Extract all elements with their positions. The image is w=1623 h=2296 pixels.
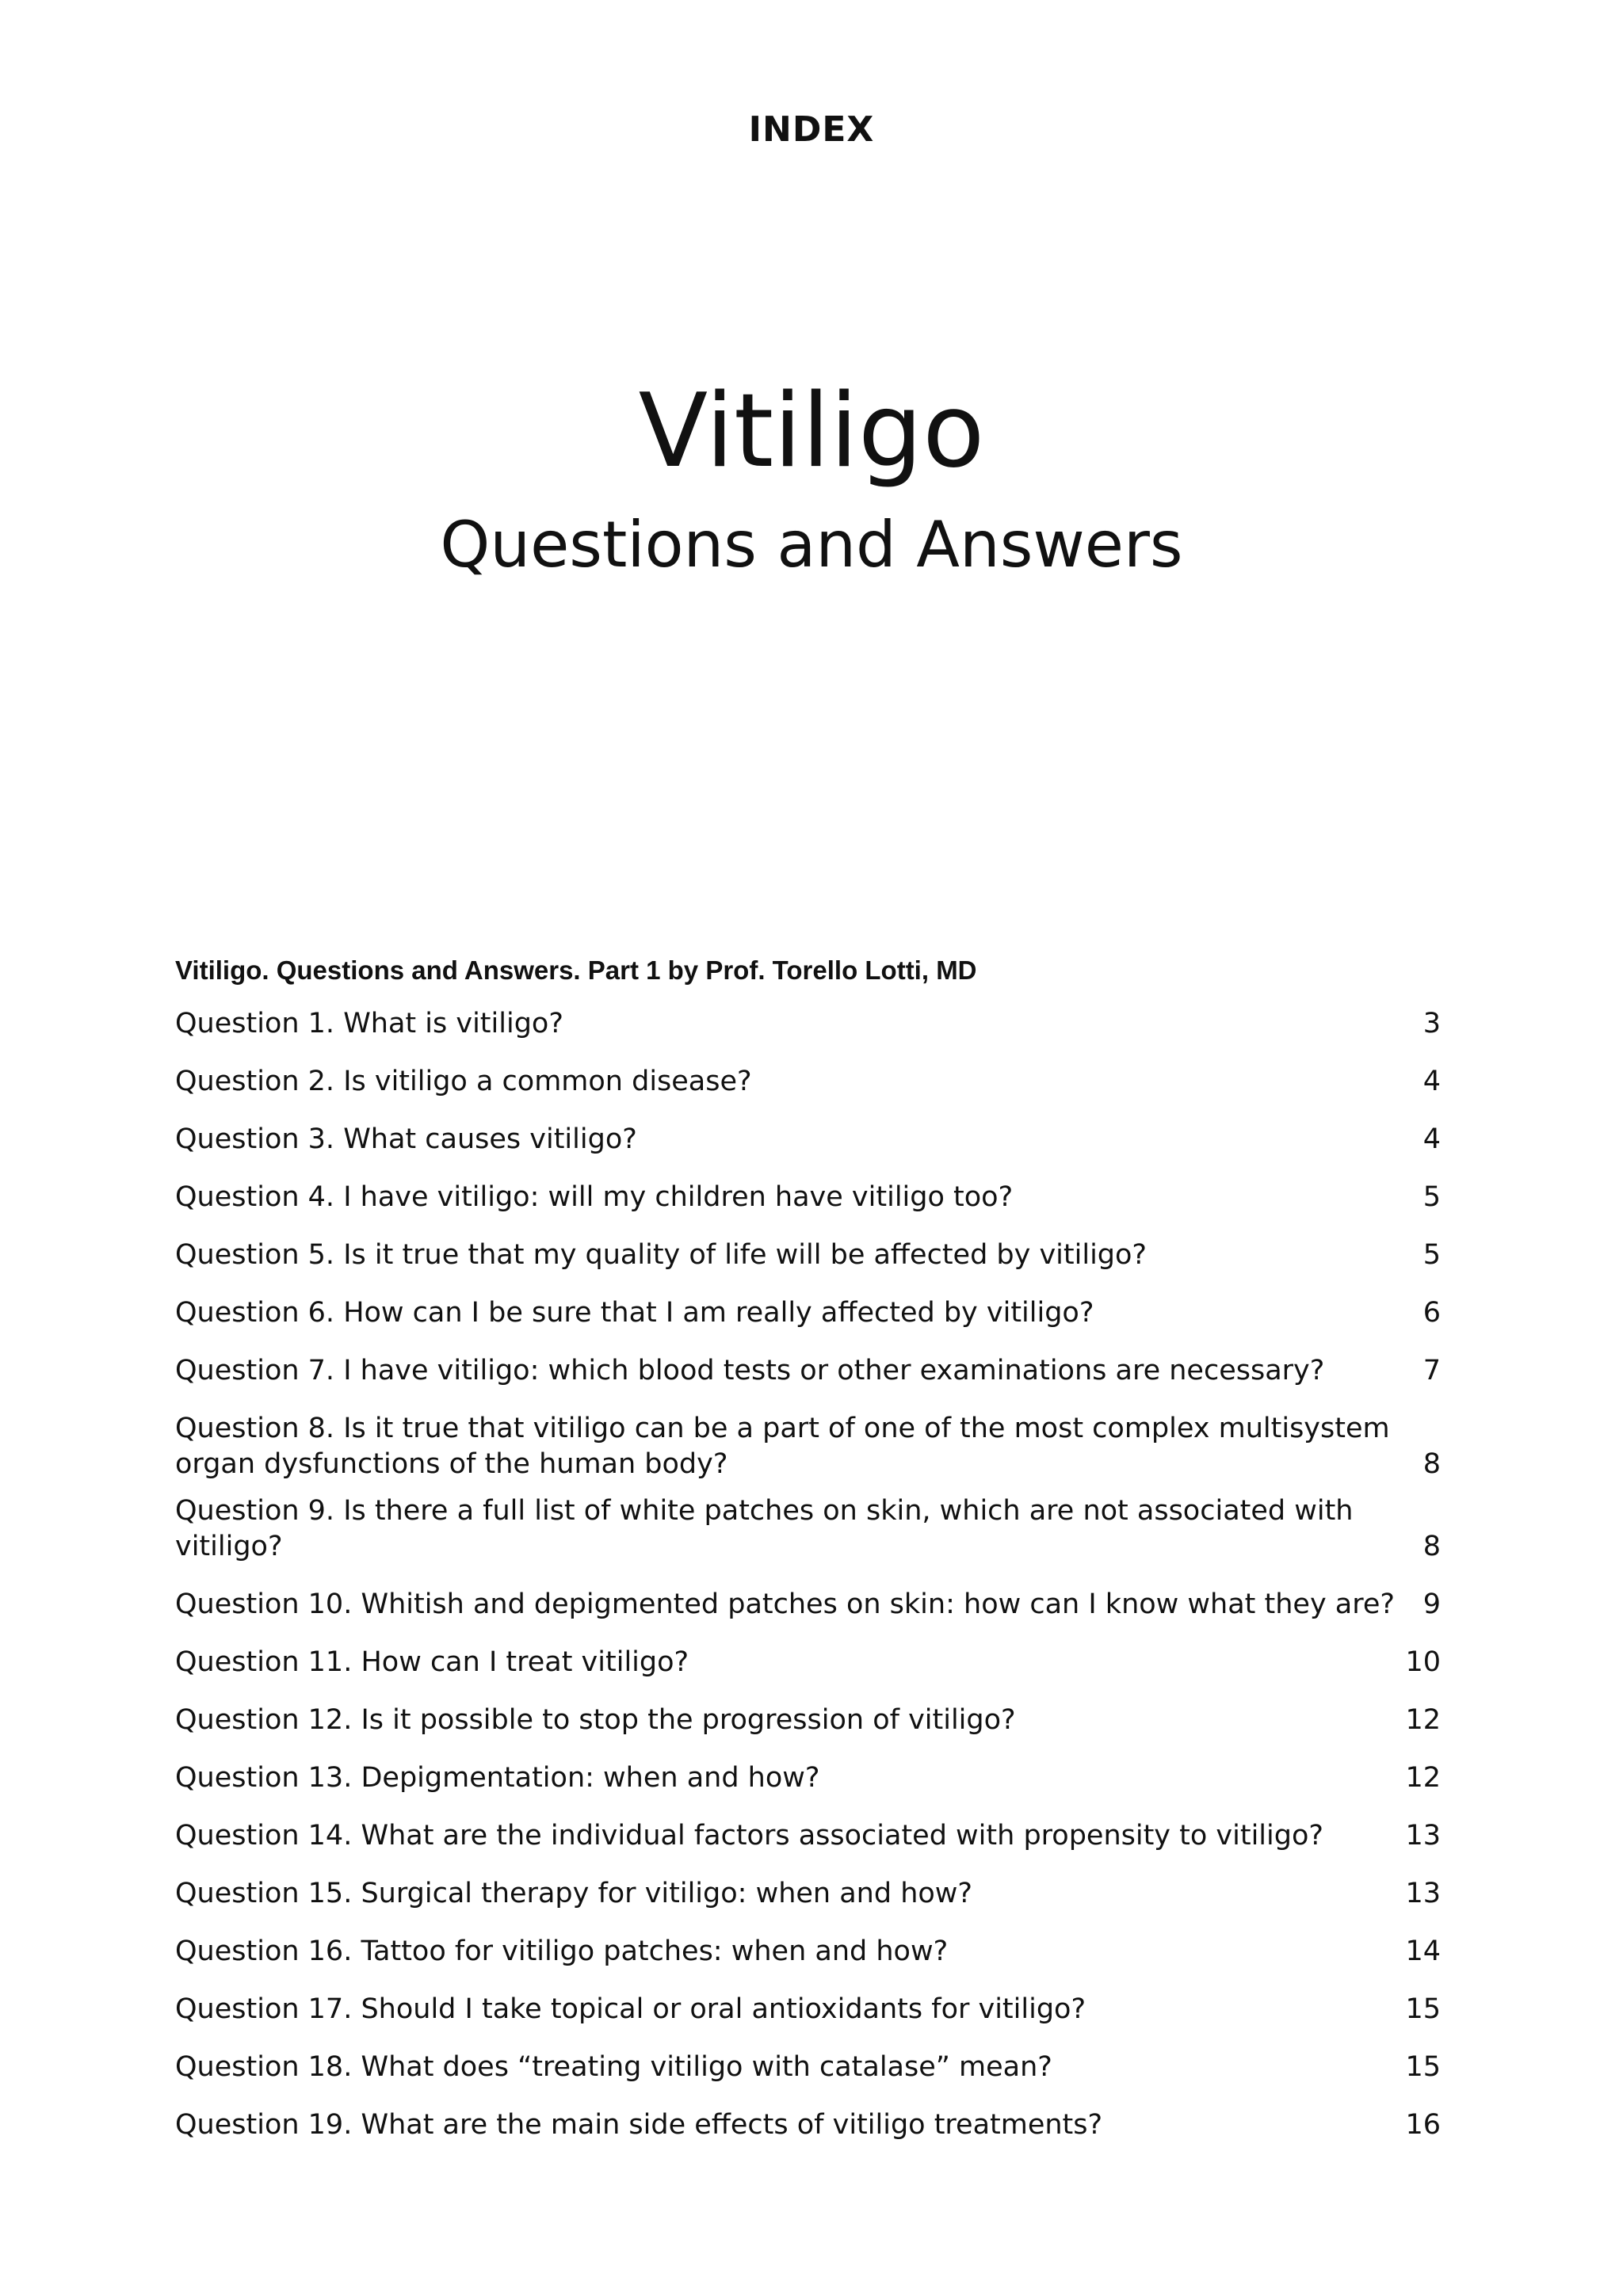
toc-entry-text: Question 5. Is it true that my quality of life will be affected by vitiligo? (175, 1239, 1148, 1271)
toc-entry-16[interactable] (175, 1923, 1441, 1981)
toc-entry-page: 4 (1423, 1066, 1441, 1097)
toc-entry-page: 12 (1405, 1704, 1441, 1736)
toc-entry-page: 10 (1405, 1646, 1441, 1678)
toc-entry-page: 8 (1423, 1448, 1441, 1480)
toc-entry-text: Question 1. What is vitiligo? (175, 1008, 563, 1039)
toc-entry-6[interactable] (175, 1284, 1441, 1342)
toc-entry-page: 9 (1423, 1589, 1441, 1620)
book-title: Vitiligo (638, 372, 985, 490)
toc-entry-2[interactable] (175, 1053, 1441, 1111)
toc-entry-text: Question 7. I have vitiligo: which blood tests or other examinations are necessary? (175, 1355, 1325, 1386)
toc-entry-9[interactable] (175, 1493, 1441, 1576)
toc-entry-text: Question 15. Surgical therapy for vitiligo: when and how? (175, 1878, 972, 1909)
toc-entry-text: Question 12. Is it possible to stop the progression of vitiligo? (175, 1704, 1016, 1736)
toc-entry-page: 4 (1423, 1123, 1441, 1155)
toc-entry-7[interactable] (175, 1342, 1441, 1400)
toc-entry-17[interactable] (175, 1981, 1441, 2039)
toc-entry-18[interactable] (175, 2039, 1441, 2096)
toc-entry-text: Question 18. What does “treating vitiligo with catalase” mean? (175, 2051, 1052, 2083)
toc-entry-page: 3 (1423, 1008, 1441, 1039)
toc-entry-text: Question 8. Is it true that vitiligo can be a part of one of the most complex multisystem organ dysfunctions of the human body? (175, 1413, 1390, 1480)
toc-entry-text: Question 13. Depigmentation: when and how? (175, 1762, 820, 1794)
toc-entry-text: Question 16. Tattoo for vitiligo patches: when and how? (175, 1936, 949, 1967)
toc-entry-5[interactable] (175, 1226, 1441, 1284)
table-of-contents (175, 951, 1441, 2154)
index-heading: INDEX (748, 109, 875, 150)
toc-entry-13[interactable] (175, 1749, 1441, 1807)
toc-entry-page: 5 (1423, 1181, 1441, 1213)
toc-entry-page: 16 (1405, 2109, 1441, 2141)
toc-entry-11[interactable] (175, 1634, 1441, 1691)
toc-entry-text: Question 6. How can I be sure that I am really affected by vitiligo? (175, 1297, 1094, 1329)
toc-entry-text: Question 14. What are the individual factors associated with propensity to vitiligo? (175, 1820, 1323, 1852)
toc-entry-page: 5 (1423, 1239, 1441, 1271)
toc-entry-8[interactable] (175, 1400, 1441, 1493)
toc-entry-text: Question 2. Is vitiligo a common disease? (175, 1066, 752, 1097)
toc-entry-page: 13 (1405, 1820, 1441, 1852)
toc-entry-3[interactable] (175, 1111, 1441, 1169)
toc-entry-page: 15 (1405, 2051, 1441, 2083)
toc-entry-page: 15 (1405, 1993, 1441, 2025)
toc-entry-12[interactable] (175, 1691, 1441, 1749)
toc-entry-text: Question 10. Whitish and depigmented patches on skin: how can I know what they are? (175, 1589, 1395, 1620)
toc-entry-page: 12 (1405, 1762, 1441, 1794)
toc-entry-page: 6 (1423, 1297, 1441, 1329)
toc-entry-15[interactable] (175, 1865, 1441, 1923)
book-subtitle: Questions and Answers (440, 508, 1183, 582)
toc-entry-4[interactable] (175, 1169, 1441, 1226)
toc-entry-text: Question 3. What causes vitiligo? (175, 1123, 637, 1155)
toc-entry-14[interactable] (175, 1807, 1441, 1865)
toc-entry-1[interactable] (175, 995, 1441, 1053)
toc-entry-text: Question 9. Is there a full list of white patches on skin, which are not associated with vitiligo? (175, 1495, 1354, 1562)
toc-entry-page: 14 (1405, 1936, 1441, 1967)
toc-entry-text: Question 11. How can I treat vitiligo? (175, 1646, 689, 1678)
toc-entry-page: 7 (1423, 1355, 1441, 1386)
toc-entry-page: 8 (1423, 1531, 1441, 1562)
toc-entry-10[interactable] (175, 1576, 1441, 1634)
toc-entry-text: Question 17. Should I take topical or oral antioxidants for vitiligo? (175, 1993, 1086, 2025)
toc-entry-text: Question 19. What are the main side effects of vitiligo treatments? (175, 2109, 1103, 2141)
toc-entry-text: Question 4. I have vitiligo: will my children have vitiligo too? (175, 1181, 1014, 1213)
toc-entry-page: 13 (1405, 1878, 1441, 1909)
toc-section-title: Vitiligo. Questions and Answers. Part 1 by Prof. Torello Lotti, MD (175, 955, 977, 985)
toc-entry-19[interactable] (175, 2096, 1441, 2154)
